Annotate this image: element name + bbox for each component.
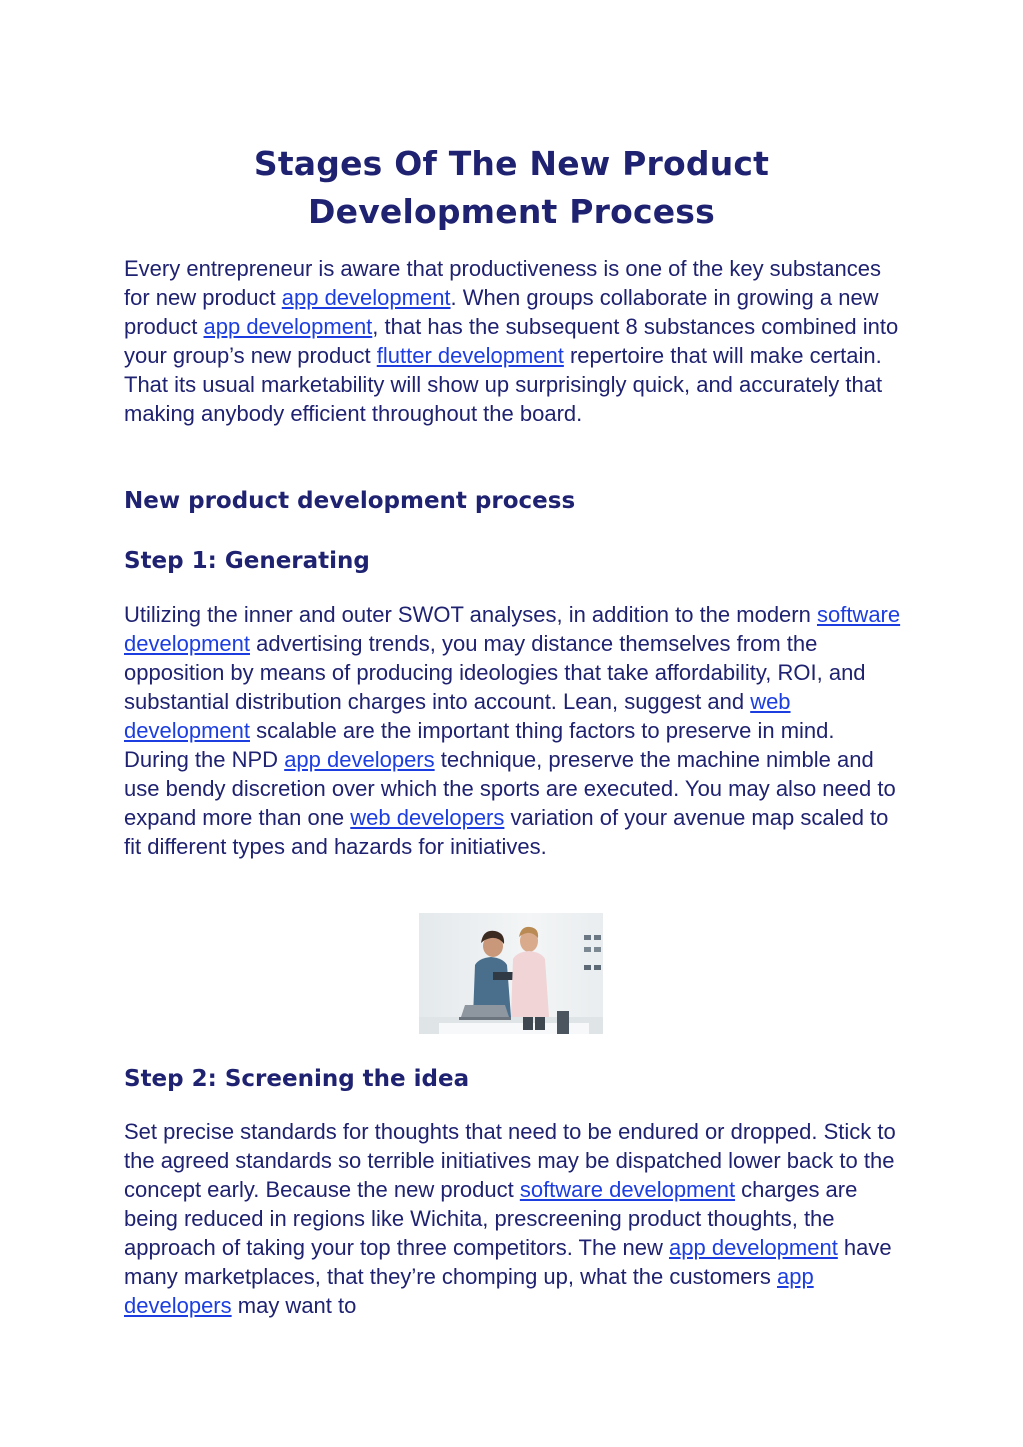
step2-text-3: have many marketplaces, that they’re chomping up, what the customers xyxy=(124,1235,892,1289)
heading-process: New product development process xyxy=(124,488,576,514)
link-app-developers-1[interactable]: app developers xyxy=(284,747,435,772)
link-flutter-development[interactable]: flutter development xyxy=(376,343,564,368)
step2-text-4: may want to xyxy=(231,1293,357,1318)
heading-step-2: Step 2: Screening the idea xyxy=(124,1066,470,1092)
step1-paragraph xyxy=(124,600,904,861)
step1-text-1: Utilizing the inner and outer SWOT analyses, in addition to the modern xyxy=(124,602,817,627)
intro-text-4: repertoire that will make certain. That its usual marketability will show up surprisingly quick, and accurately that making anybody efficient throughout the board. xyxy=(124,343,883,426)
link-app-development-2[interactable]: app development xyxy=(203,314,373,339)
link-software-development-1[interactable]: software development xyxy=(124,602,901,656)
link-web-developers[interactable]: web developers xyxy=(350,805,505,830)
link-web-development[interactable]: web development xyxy=(124,689,791,743)
link-app-development-1[interactable]: app development xyxy=(281,285,451,310)
link-app-developers-2[interactable]: app developers xyxy=(124,1264,814,1318)
intro-text-3: , that has the subsequent 8 substances combined into your group’s new product xyxy=(124,314,899,368)
link-software-development-2[interactable]: software development xyxy=(519,1177,736,1202)
step2-text-1: Set precise standards for thoughts that need to be endured or dropped. Stick to the agreed standards so terrible initiatives may be dispatched lower back to the concept early. Because the new product xyxy=(124,1119,896,1202)
team-photo xyxy=(419,913,603,1034)
step1-text-2: advertising trends, you may distance themselves from the opposition by means of producing ideologies that take affordability, ROI, and substantial distribution charges into account. Lean, suggest and xyxy=(124,631,866,714)
intro-paragraph xyxy=(124,254,904,428)
intro-text-2: . When groups collaborate in growing a new product xyxy=(124,285,879,339)
step1-text-3: scalable are the important thing factors to preserve in mind. During the NPD xyxy=(124,718,835,772)
step2-text-2: charges are being reduced in regions like Wichita, prescreening product thoughts, the approach of taking your top three competitors. The new xyxy=(124,1177,858,1260)
heading-step-1: Step 1: Generating xyxy=(124,548,370,574)
team-photo-illustration xyxy=(419,913,603,1034)
step1-text-4: technique, preserve the machine nimble and use bendy discretion over which the sports are executed. You may also need to expand more than one xyxy=(124,747,896,830)
intro-text-1: Every entrepreneur is aware that productiveness is one of the key substances for new product xyxy=(124,256,881,310)
step2-paragraph xyxy=(124,1117,904,1320)
page-title: Stages Of The New Product Development Process xyxy=(253,144,770,231)
link-app-development-3[interactable]: app development xyxy=(669,1235,838,1260)
step1-text-5: variation of your avenue map scaled to fit different types and hazards for initiatives. xyxy=(124,805,889,859)
